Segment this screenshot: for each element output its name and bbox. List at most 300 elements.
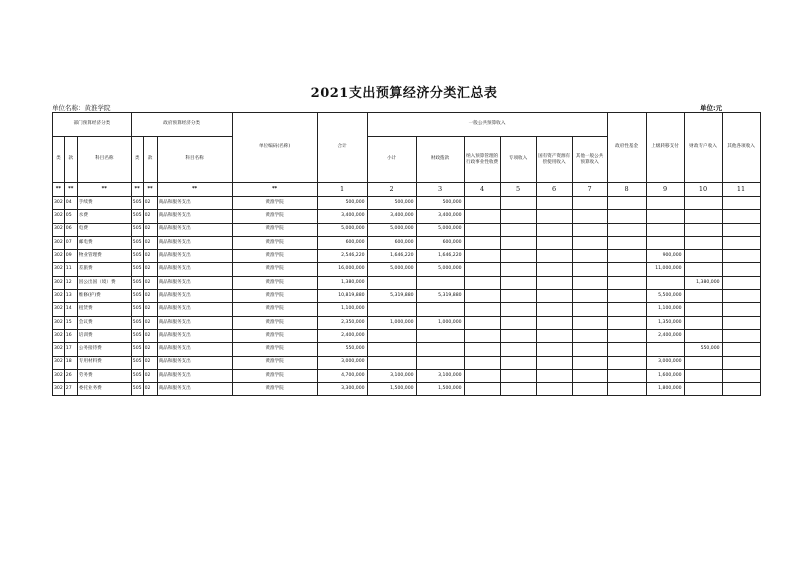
cell-upper-transfer: 1,100,000 [646,303,684,316]
cell-other-general [572,197,607,210]
cell-unit: 黄淮学院 [232,290,317,303]
cell-admin-fee [464,290,500,303]
cell-total: 10,819,880 [317,290,367,303]
cell-gov-lei: 505 [131,197,143,210]
cell-fiscal: 5,319,880 [416,290,464,303]
cell-subtotal: 600,000 [367,236,416,249]
cell-other-income [722,263,760,276]
cell-gov-kuan: 02 [143,263,157,276]
cell-state-asset [536,316,572,329]
cell-subject-name: 手续费 [77,197,131,210]
header-other-income: 其他各项收入 [722,113,760,183]
cell-state-asset [536,250,572,263]
cell-unit: 黄淮学院 [232,356,317,369]
cell-gov-fund [607,329,646,342]
cell-gov-kuan: 02 [143,356,157,369]
cell-lei: 302 [53,236,65,249]
column-index-cell: ** [131,183,143,197]
column-index-cell: 8 [607,183,646,197]
cell-gov-fund [607,383,646,396]
cell-admin-fee [464,236,500,249]
cell-gov-subject-name: 商品和服务支出 [157,303,232,316]
cell-total: 3,300,000 [317,383,367,396]
cell-gov-subject-name: 商品和服务支出 [157,197,232,210]
cell-other-income [722,197,760,210]
cell-fiscal-special [684,303,722,316]
cell-unit: 黄淮学院 [232,250,317,263]
cell-other-general [572,303,607,316]
cell-state-asset [536,343,572,356]
header-general-budget: 一般公共预算收入 [367,113,607,137]
cell-subtotal: 5,319,880 [367,290,416,303]
header-subject-name: 科目名称 [77,137,131,183]
cell-state-asset [536,236,572,249]
cell-fiscal: 500,000 [416,197,464,210]
cell-admin-fee [464,223,500,236]
header-gov-fund: 政府性基金 [607,113,646,183]
cell-subtotal: 5,000,000 [367,223,416,236]
cell-fiscal-special [684,383,722,396]
column-index-cell: 9 [646,183,684,197]
cell-kuan: 09 [64,250,77,263]
cell-lei: 302 [53,276,65,289]
cell-other-income [722,369,760,382]
cell-other-income [722,223,760,236]
cell-state-asset [536,356,572,369]
cell-kuan: 17 [64,343,77,356]
column-index-cell: 1 [317,183,367,197]
cell-special-income [500,316,536,329]
cell-kuan: 05 [64,210,77,223]
table-row [53,290,761,303]
cell-state-asset [536,329,572,342]
cell-fiscal-special [684,250,722,263]
cell-fiscal-special [684,236,722,249]
cell-kuan: 07 [64,236,77,249]
cell-total: 600,000 [317,236,367,249]
cell-fiscal: 1,000,000 [416,316,464,329]
cell-other-general [572,329,607,342]
cell-gov-kuan: 02 [143,369,157,382]
cell-gov-lei: 505 [131,369,143,382]
table-row [53,303,761,316]
cell-gov-fund [607,276,646,289]
cell-fiscal-special [684,316,722,329]
cell-special-income [500,290,536,303]
cell-other-income [722,329,760,342]
cell-state-asset [536,263,572,276]
table-row [53,356,761,369]
column-index-cell: 7 [572,183,607,197]
header-fiscal-special: 财政专户收入 [684,113,722,183]
table-row [53,210,761,223]
cell-upper-transfer [646,210,684,223]
cell-gov-kuan: 02 [143,316,157,329]
cell-other-general [572,263,607,276]
cell-kuan: 18 [64,356,77,369]
cell-gov-subject-name: 商品和服务支出 [157,263,232,276]
cell-upper-transfer: 5,500,000 [646,290,684,303]
cell-gov-fund [607,303,646,316]
cell-gov-kuan: 02 [143,276,157,289]
cell-unit: 黄淮学院 [232,383,317,396]
cell-admin-fee [464,276,500,289]
cell-gov-subject-name: 商品和服务支出 [157,210,232,223]
cell-fiscal: 600,000 [416,236,464,249]
cell-gov-lei: 505 [131,276,143,289]
cell-subtotal: 3,100,000 [367,369,416,382]
cell-unit: 黄淮学院 [232,210,317,223]
cell-other-income [722,290,760,303]
cell-other-general [572,290,607,303]
cell-gov-fund [607,369,646,382]
cell-lei: 302 [53,197,65,210]
cell-gov-subject-name: 商品和服务支出 [157,383,232,396]
cell-gov-fund [607,210,646,223]
cell-subtotal: 1,646,220 [367,250,416,263]
table-row [53,223,761,236]
cell-admin-fee [464,210,500,223]
header-subtotal: 小计 [367,137,416,183]
cell-lei: 302 [53,356,65,369]
cell-gov-kuan: 02 [143,210,157,223]
cell-gov-fund [607,197,646,210]
cell-upper-transfer: 11,000,000 [646,263,684,276]
cell-special-income [500,236,536,249]
cell-fiscal: 5,000,000 [416,263,464,276]
cell-total: 500,000 [317,197,367,210]
cell-gov-fund [607,316,646,329]
expenditure-table [52,112,761,396]
cell-admin-fee [464,303,500,316]
cell-unit: 黄淮学院 [232,263,317,276]
cell-gov-lei: 505 [131,383,143,396]
cell-fiscal [416,303,464,316]
cell-upper-transfer: 1,350,000 [646,316,684,329]
cell-other-general [572,343,607,356]
cell-upper-transfer [646,343,684,356]
cell-subtotal: 3,400,000 [367,210,416,223]
cell-subject-name: 水费 [77,210,131,223]
cell-fiscal-special [684,356,722,369]
table-row [53,276,761,289]
header-total: 合计 [317,113,367,183]
cell-other-general [572,210,607,223]
cell-kuan: 04 [64,197,77,210]
cell-upper-transfer [646,197,684,210]
cell-kuan: 06 [64,223,77,236]
column-index-cell: ** [64,183,77,197]
cell-gov-lei: 505 [131,343,143,356]
cell-other-general [572,276,607,289]
column-index-cell: ** [232,183,317,197]
cell-other-general [572,223,607,236]
cell-other-income [722,303,760,316]
cell-gov-subject-name: 商品和服务支出 [157,369,232,382]
cell-unit: 黄淮学院 [232,369,317,382]
cell-subject-name: 专用材料费 [77,356,131,369]
cell-fiscal [416,356,464,369]
cell-special-income [500,263,536,276]
index-row [53,183,761,197]
cell-gov-kuan: 02 [143,290,157,303]
cell-subtotal: 1,000,000 [367,316,416,329]
cell-gov-kuan: 02 [143,197,157,210]
unit-name: 单位名称：黄淮学院 [52,104,111,112]
cell-subtotal [367,329,416,342]
cell-kuan: 13 [64,290,77,303]
cell-other-income [722,343,760,356]
cell-subject-name: 培训费 [77,329,131,342]
cell-other-income [722,210,760,223]
cell-kuan: 27 [64,383,77,396]
table-row [53,197,761,210]
column-index-cell: ** [53,183,65,197]
cell-gov-fund [607,236,646,249]
cell-unit: 黄淮学院 [232,316,317,329]
cell-gov-kuan: 02 [143,236,157,249]
cell-subtotal: 500,000 [367,197,416,210]
cell-total: 3,400,000 [317,210,367,223]
currency-unit: 单位:元 [700,104,723,112]
cell-gov-fund [607,290,646,303]
cell-gov-kuan: 02 [143,303,157,316]
cell-other-income [722,250,760,263]
table-row [53,250,761,263]
cell-unit: 黄淮学院 [232,197,317,210]
cell-gov-fund [607,343,646,356]
cell-subject-name: 因公出国（境）费 [77,276,131,289]
table-row [53,236,761,249]
column-index-cell: ** [157,183,232,197]
header-lei: 类 [53,137,65,183]
cell-upper-transfer: 1,800,000 [646,383,684,396]
cell-gov-lei: 505 [131,236,143,249]
cell-kuan: 16 [64,329,77,342]
cell-special-income [500,383,536,396]
cell-fiscal-special [684,223,722,236]
header-gov-class: 政府预算经济分类 [131,113,232,137]
cell-other-income [722,316,760,329]
cell-gov-kuan: 02 [143,343,157,356]
cell-gov-subject-name: 商品和服务支出 [157,356,232,369]
cell-fiscal [416,276,464,289]
cell-kuan: 12 [64,276,77,289]
column-index-cell: 6 [536,183,572,197]
cell-fiscal-special: 550,000 [684,343,722,356]
header-gov-lei: 类 [131,137,143,183]
cell-lei: 302 [53,369,65,382]
cell-fiscal: 3,400,000 [416,210,464,223]
cell-kuan: 26 [64,369,77,382]
cell-subject-name: 会议费 [77,316,131,329]
cell-gov-fund [607,223,646,236]
cell-unit: 黄淮学院 [232,303,317,316]
header-special-income: 专项收入 [500,137,536,183]
cell-unit: 黄淮学院 [232,223,317,236]
cell-gov-lei: 505 [131,303,143,316]
cell-admin-fee [464,250,500,263]
cell-gov-lei: 505 [131,329,143,342]
cell-other-income [722,276,760,289]
cell-subtotal [367,343,416,356]
cell-total: 1,100,000 [317,303,367,316]
header-fiscal-appropriation: 财政拨款 [416,137,464,183]
page-title: 2021支出预算经济分类汇总表 [310,86,498,101]
cell-subject-name: 邮电费 [77,236,131,249]
cell-subject-name: 劳务费 [77,369,131,382]
cell-state-asset [536,369,572,382]
table-row [53,263,761,276]
header-state-asset-income: 国有资产资源有偿使用收入 [536,137,572,183]
cell-lei: 302 [53,223,65,236]
cell-upper-transfer [646,223,684,236]
cell-state-asset [536,223,572,236]
cell-fiscal: 1,646,220 [416,250,464,263]
cell-kuan: 11 [64,263,77,276]
header-other-general: 其他一般公共预算收入 [572,137,607,183]
cell-other-income [722,236,760,249]
cell-state-asset [536,290,572,303]
cell-lei: 302 [53,303,65,316]
cell-total: 1,380,000 [317,276,367,289]
cell-subject-name: 物业管理费 [77,250,131,263]
cell-special-income [500,329,536,342]
cell-special-income [500,303,536,316]
cell-total: 5,000,000 [317,223,367,236]
cell-special-income [500,276,536,289]
cell-gov-subject-name: 商品和服务支出 [157,223,232,236]
cell-upper-transfer: 900,000 [646,250,684,263]
header-gov-subject-name: 科目名称 [157,137,232,183]
cell-total: 16,000,000 [317,263,367,276]
cell-unit: 黄淮学院 [232,236,317,249]
cell-special-income [500,356,536,369]
header-gov-kuan: 款 [143,137,157,183]
cell-kuan: 15 [64,316,77,329]
cell-admin-fee [464,369,500,382]
cell-fiscal-special: 1,380,000 [684,276,722,289]
cell-state-asset [536,303,572,316]
column-index-cell: 5 [500,183,536,197]
cell-other-general [572,236,607,249]
column-index-cell: 2 [367,183,416,197]
cell-gov-fund [607,356,646,369]
cell-gov-kuan: 02 [143,223,157,236]
cell-gov-fund [607,263,646,276]
cell-admin-fee [464,316,500,329]
cell-special-income [500,197,536,210]
cell-upper-transfer: 1,600,000 [646,369,684,382]
cell-fiscal [416,343,464,356]
cell-subject-name: 委托业务费 [77,383,131,396]
cell-special-income [500,223,536,236]
cell-admin-fee [464,329,500,342]
cell-total: 3,000,000 [317,356,367,369]
cell-fiscal: 1,500,000 [416,383,464,396]
table-row [53,329,761,342]
cell-fiscal-special [684,210,722,223]
column-index-cell: 3 [416,183,464,197]
cell-kuan: 14 [64,303,77,316]
column-index-cell: ** [77,183,131,197]
cell-admin-fee [464,197,500,210]
cell-admin-fee [464,383,500,396]
cell-state-asset [536,276,572,289]
header-admin-fee: 纳入预算管理的行政事业性收费 [464,137,500,183]
column-index-cell: 4 [464,183,500,197]
table-row [53,369,761,382]
cell-gov-subject-name: 商品和服务支出 [157,343,232,356]
cell-gov-fund [607,250,646,263]
cell-other-income [722,383,760,396]
cell-gov-lei: 505 [131,223,143,236]
cell-special-income [500,210,536,223]
table-row [53,343,761,356]
header-dept-class: 部门预算经济分类 [53,113,132,137]
cell-upper-transfer [646,276,684,289]
cell-fiscal: 3,100,000 [416,369,464,382]
cell-lei: 302 [53,329,65,342]
cell-gov-subject-name: 商品和服务支出 [157,236,232,249]
cell-subject-name: 维修(护)费 [77,290,131,303]
cell-lei: 302 [53,316,65,329]
cell-unit: 黄淮学院 [232,329,317,342]
cell-special-income [500,250,536,263]
cell-total: 4,700,000 [317,369,367,382]
cell-upper-transfer [646,236,684,249]
cell-gov-kuan: 02 [143,250,157,263]
cell-lei: 302 [53,263,65,276]
cell-gov-subject-name: 商品和服务支出 [157,290,232,303]
cell-subject-name: 电费 [77,223,131,236]
header-unit-code: 单位编码(名称) [232,113,317,183]
table-row [53,383,761,396]
cell-gov-kuan: 02 [143,383,157,396]
cell-lei: 302 [53,250,65,263]
cell-subtotal [367,303,416,316]
cell-special-income [500,343,536,356]
cell-other-general [572,356,607,369]
cell-gov-subject-name: 商品和服务支出 [157,250,232,263]
cell-lei: 302 [53,343,65,356]
cell-subtotal [367,356,416,369]
cell-state-asset [536,197,572,210]
cell-fiscal-special [684,290,722,303]
cell-lei: 302 [53,383,65,396]
cell-upper-transfer: 3,000,000 [646,356,684,369]
cell-other-general [572,369,607,382]
header-upper-transfer: 上级转移支付 [646,113,684,183]
cell-other-general [572,316,607,329]
cell-subject-name: 公务接待费 [77,343,131,356]
cell-gov-lei: 505 [131,250,143,263]
column-index-cell: ** [143,183,157,197]
cell-fiscal-special [684,369,722,382]
cell-gov-kuan: 02 [143,329,157,342]
cell-total: 550,000 [317,343,367,356]
cell-gov-lei: 505 [131,356,143,369]
cell-total: 2,546,220 [317,250,367,263]
column-index-cell: 10 [684,183,722,197]
cell-fiscal [416,329,464,342]
cell-other-general [572,383,607,396]
cell-fiscal-special [684,263,722,276]
cell-admin-fee [464,356,500,369]
cell-fiscal-special [684,197,722,210]
cell-state-asset [536,210,572,223]
cell-subtotal [367,276,416,289]
